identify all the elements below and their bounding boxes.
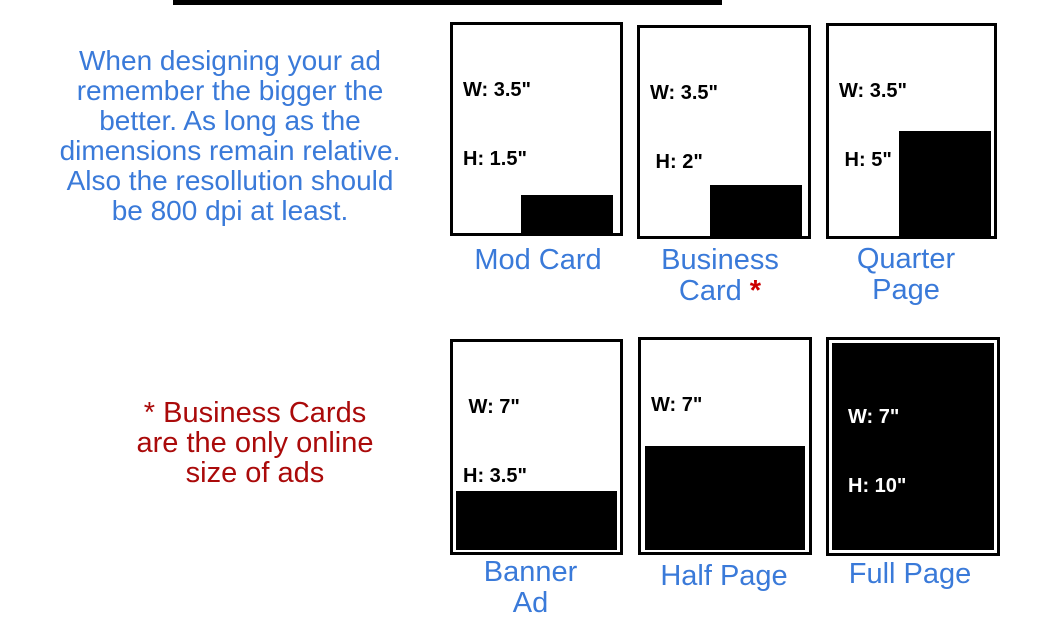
height-label: H: 5" xyxy=(651,463,704,485)
ad-fill-rect xyxy=(710,185,802,236)
footnote-line: are the only online xyxy=(136,427,374,459)
intro-line: dimensions remain relative. xyxy=(59,135,401,166)
height-label: H: 10" xyxy=(848,475,907,497)
intro-line: When designing your ad xyxy=(79,45,381,76)
caption-line: Full Page xyxy=(848,558,972,590)
caption-line: Business xyxy=(661,244,779,276)
ad-fill-rect xyxy=(899,131,991,236)
dimension-label xyxy=(839,34,907,218)
dimension-label xyxy=(651,348,704,532)
caption-line: Half Page xyxy=(660,560,788,592)
caption-banner-ad xyxy=(424,557,637,619)
caption-line: Banner xyxy=(483,556,578,588)
footnote-asterisk: * xyxy=(741,275,762,307)
height-label: H: 2" xyxy=(650,151,703,173)
intro-line: Also the resollution should xyxy=(66,165,394,196)
height-label: H: 3.5" xyxy=(463,465,527,487)
ad-size-box-full-page xyxy=(826,337,1000,556)
caption-line xyxy=(613,276,827,307)
intro-text xyxy=(18,46,442,226)
height-label: H: 1.5" xyxy=(463,148,527,170)
caption-full-page xyxy=(803,559,1017,590)
cropped-top-bar xyxy=(173,0,722,5)
caption-line: Page xyxy=(872,274,940,306)
caption-text: Card xyxy=(678,275,742,307)
caption-line: Ad xyxy=(512,587,549,619)
caption-half-page xyxy=(617,561,831,592)
intro-line: better. As long as the xyxy=(99,105,361,136)
caption-business-card xyxy=(613,245,827,307)
ad-size-box-mod-card xyxy=(450,22,623,236)
ad-size-box-banner-ad xyxy=(450,339,623,555)
ad-size-box-quarter-page xyxy=(826,23,997,239)
dimension-label xyxy=(463,33,531,217)
ad-size-box-business-card xyxy=(637,25,811,239)
dimension-label xyxy=(463,350,527,534)
width-label: W: 7" xyxy=(651,394,703,416)
width-label: W: 3.5" xyxy=(463,79,532,101)
intro-line: be 800 dpi at least. xyxy=(111,195,349,226)
width-label: W: 3.5" xyxy=(650,82,719,104)
caption-line: Quarter xyxy=(856,243,956,275)
width-label: W: 3.5" xyxy=(839,80,908,102)
caption-quarter-page xyxy=(800,244,1012,306)
footnote-line: * Business Cards xyxy=(143,397,367,429)
ad-size-box-half-page xyxy=(638,337,812,555)
width-label: W: 7" xyxy=(848,406,900,428)
width-label: W: 7" xyxy=(463,396,520,418)
height-label: H: 5" xyxy=(839,149,892,171)
ad-fill-rect xyxy=(521,195,613,233)
footnote-line: size of ads xyxy=(185,457,325,489)
intro-line: remember the bigger the xyxy=(76,75,384,106)
business-cards-footnote xyxy=(75,398,435,488)
caption-line: Mod Card xyxy=(474,244,602,276)
dimension-label xyxy=(650,36,718,220)
dimension-label xyxy=(848,360,906,544)
